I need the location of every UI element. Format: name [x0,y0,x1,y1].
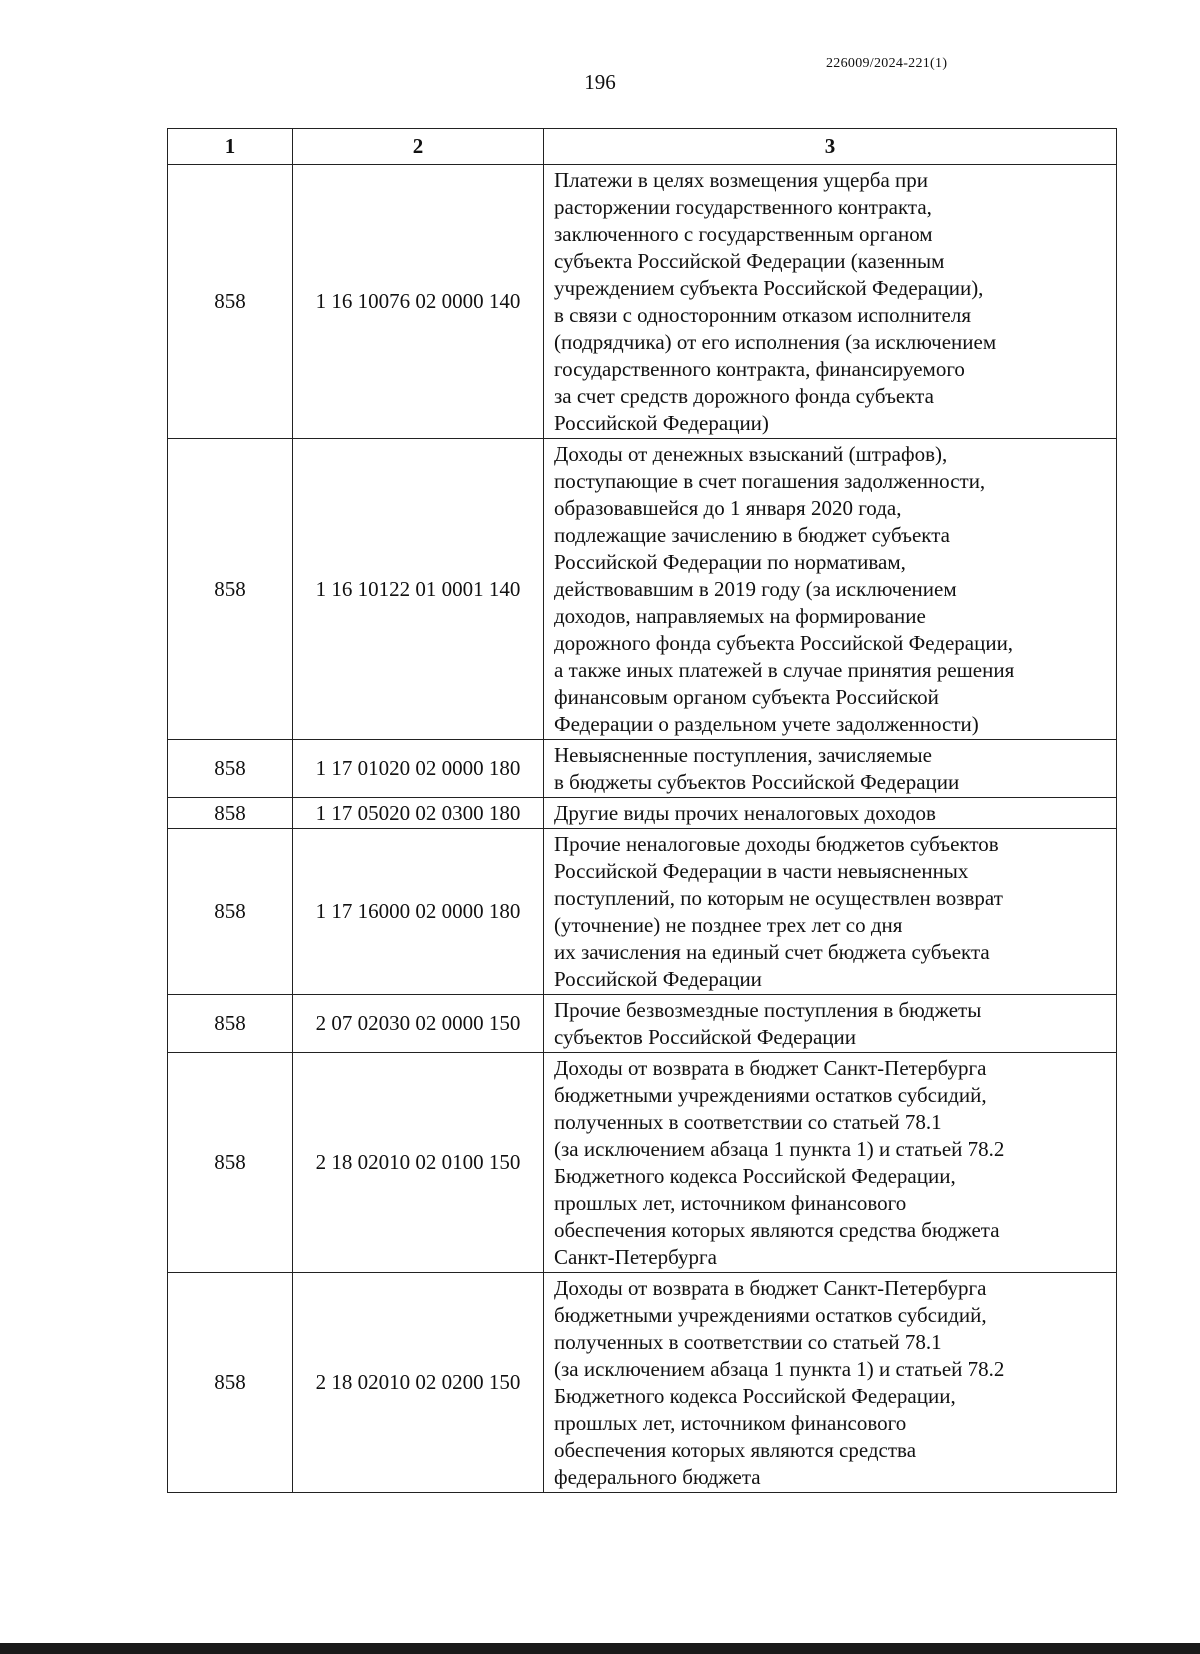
description-line: Прочие неналоговые доходы бюджетов субъектов [554,832,999,856]
description-line: поступлений, по которым не осуществлен возврат [554,886,1003,910]
description-line: Российской Федерации по нормативам, [554,550,906,574]
admin-code-cell: 858 [168,740,293,798]
description-line: Санкт-Петербурга [554,1245,717,1269]
description-line: доходов, направляемых на формирование [554,604,926,628]
description-text [544,740,1116,797]
description-line: их зачисления на единый счет бюджета субъекта [554,940,990,964]
kbk-code-cell: 2 07 02030 02 0000 150 [293,995,544,1053]
description-cell [544,439,1117,740]
description-cell [544,798,1117,829]
table-row [168,439,1117,740]
description-line: Другие виды прочих неналоговых доходов [554,801,936,825]
description-line: (за исключением абзаца 1 пункта 1) и статьей 78.2 [554,1357,1005,1381]
table-row [168,165,1117,439]
description-line: Доходы от возврата в бюджет Санкт-Петербурга [554,1276,987,1300]
description-line: бюджетными учреждениями остатков субсидий, [554,1303,987,1327]
description-line: дорожного фонда субъекта Российской Федерации, [554,631,1014,655]
description-line: (подрядчика) от его исполнения (за исключением [554,330,997,354]
description-line: государственного контракта, финансируемого [554,357,965,381]
description-line: Российской Федерации) [554,411,769,435]
description-line: полученных в соответствии со статьей 78.1 [554,1110,942,1134]
description-line: Невыясненные поступления, зачисляемые [554,743,932,767]
description-line: бюджетными учреждениями остатков субсидий, [554,1083,987,1107]
table-row [168,798,1117,829]
table-body [168,165,1117,1493]
admin-code-cell: 858 [168,829,293,995]
description-text [544,798,1116,828]
admin-code-cell: 858 [168,165,293,439]
description-line: финансовым органом субъекта Российской [554,685,939,709]
description-line: Доходы от денежных взысканий (штрафов), [554,442,948,466]
kbk-code-cell: 2 18 02010 02 0100 150 [293,1053,544,1273]
scan-edge-bar [0,1643,1200,1654]
kbk-code-cell: 1 16 10076 02 0000 140 [293,165,544,439]
description-line: прошлых лет, источником финансового [554,1411,907,1435]
description-cell [544,165,1117,439]
description-text [544,1053,1116,1272]
description-line: прошлых лет, источником финансового [554,1191,907,1215]
description-line: действовавшим в 2019 году (за исключением [554,577,957,601]
description-line: Доходы от возврата в бюджет Санкт-Петербурга [554,1056,987,1080]
description-line: Российской Федерации [554,967,762,991]
table-row [168,1273,1117,1493]
description-line: субъектов Российской Федерации [554,1025,857,1049]
description-line: Прочие безвозмездные поступления в бюджеты [554,998,982,1022]
description-cell [544,1053,1117,1273]
description-line: в бюджеты субъектов Российской Федерации [554,770,960,794]
description-line: подлежащие зачислению в бюджет субъекта [554,523,950,547]
kbk-code-cell: 2 18 02010 02 0200 150 [293,1273,544,1493]
description-text [544,165,1116,438]
description-line: обеспечения которых являются средства [554,1438,917,1462]
description-line: Бюджетного кодекса Российской Федерации, [554,1384,956,1408]
description-line: Платежи в целях возмещения ущерба при [554,168,929,192]
description-line: субъекта Российской Федерации (казенным [554,249,945,273]
budget-code-table [167,128,1117,1493]
description-line: заключенного с государственным органом [554,222,933,246]
kbk-code-cell: 1 17 16000 02 0000 180 [293,829,544,995]
description-cell [544,740,1117,798]
description-line: за счет средств дорожного фонда субъекта [554,384,934,408]
column-header-1: 1 [168,129,293,165]
table-row [168,740,1117,798]
description-line: обеспечения которых являются средства бюджета [554,1218,1000,1242]
table-row [168,1053,1117,1273]
table-row [168,829,1117,995]
description-line: в связи с односторонним отказом исполнителя [554,303,971,327]
column-header-2: 2 [293,129,544,165]
admin-code-cell: 858 [168,439,293,740]
page-number: 196 [584,70,616,94]
description-line: федерального бюджета [554,1465,761,1489]
description-line: (за исключением абзаца 1 пункта 1) и статьей 78.2 [554,1137,1005,1161]
description-line: полученных в соответствии со статьей 78.1 [554,1330,942,1354]
description-line: (уточнение) не позднее трех лет со дня [554,913,903,937]
description-line: учреждением субъекта Российской Федерации), [554,276,984,300]
admin-code-cell: 858 [168,995,293,1053]
document-reference: 226009/2024-221(1) [826,56,948,71]
kbk-code-cell: 1 16 10122 01 0001 140 [293,439,544,740]
description-text [544,1273,1116,1492]
table-header [168,129,1117,165]
admin-code-cell: 858 [168,1273,293,1493]
description-line: расторжении государственного контракта, [554,195,932,219]
description-line: а также иных платежей в случае принятия решения [554,658,1015,682]
kbk-code-cell: 1 17 01020 02 0000 180 [293,740,544,798]
description-line: Бюджетного кодекса Российской Федерации, [554,1164,956,1188]
table-row [168,995,1117,1053]
header-row [168,129,1117,165]
admin-code-cell: 858 [168,1053,293,1273]
description-text [544,995,1116,1052]
description-line: Федерации о раздельном учете задолженности) [554,712,979,736]
description-line: образовавшейся до 1 января 2020 года, [554,496,902,520]
description-cell [544,995,1117,1053]
description-cell [544,829,1117,995]
description-text [544,439,1116,739]
kbk-code-cell: 1 17 05020 02 0300 180 [293,798,544,829]
description-cell [544,1273,1117,1493]
description-line: Российской Федерации в части невыясненных [554,859,969,883]
column-header-3: 3 [544,129,1117,165]
admin-code-cell: 858 [168,798,293,829]
description-line: поступающие в счет погашения задолженности, [554,469,986,493]
description-text [544,829,1116,994]
